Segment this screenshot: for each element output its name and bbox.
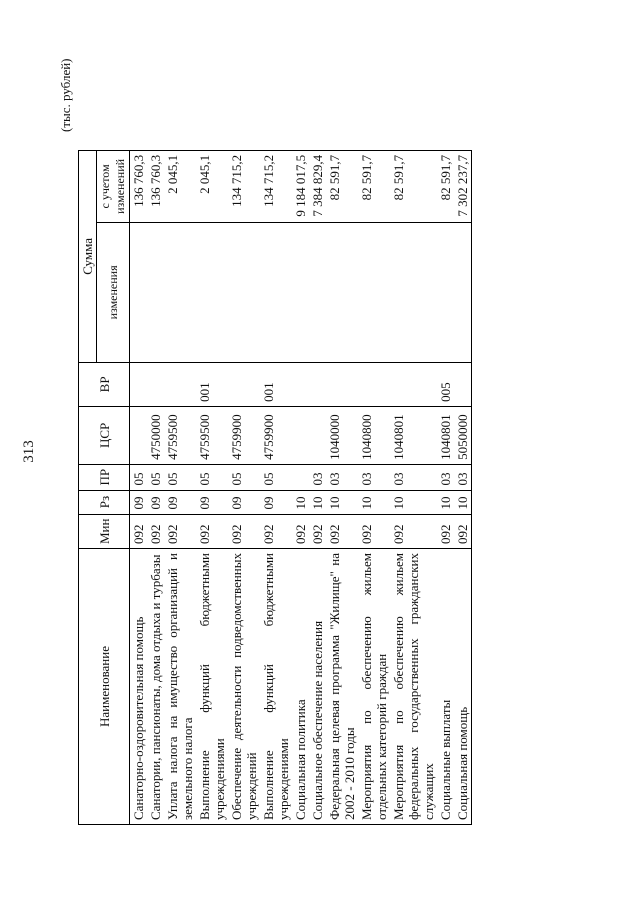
row-vr — [390, 362, 437, 406]
row-rz: 10 — [292, 490, 309, 514]
row-total: 82 591,7 — [326, 150, 358, 222]
row-pr: 05 — [228, 464, 260, 490]
row-csr: 1040000 — [326, 406, 358, 464]
row-csr: 4759900 — [228, 406, 260, 464]
row-changes — [228, 222, 260, 362]
row-csr: 5050000 — [454, 406, 472, 464]
table-row — [326, 150, 358, 824]
row-min: 092 — [437, 514, 454, 548]
row-pr: 05 — [164, 464, 196, 490]
row-pr: 03 — [309, 464, 326, 490]
row-total: 82 591,7 — [437, 150, 454, 222]
header-pr: ПР — [79, 464, 130, 490]
row-rz: 10 — [390, 490, 437, 514]
row-csr — [292, 406, 309, 464]
row-min: 092 — [130, 514, 148, 548]
row-rz: 10 — [437, 490, 454, 514]
row-changes — [164, 222, 196, 362]
row-rz: 10 — [326, 490, 358, 514]
row-name: Мероприятия по обеспечению жильем федеральных государственных гражданских служащих — [390, 549, 437, 825]
row-total: 134 715,2 — [228, 150, 260, 222]
row-csr: 1040801 — [390, 406, 437, 464]
header-min: Мин — [79, 514, 130, 548]
row-pr: 05 — [147, 464, 164, 490]
page-number: 313 — [20, 439, 37, 463]
row-csr: 4759500 — [196, 406, 228, 464]
table-row — [228, 150, 260, 824]
header-name: Наименование — [79, 549, 130, 825]
row-rz: 10 — [309, 490, 326, 514]
row-rz: 09 — [147, 490, 164, 514]
row-pr: 05 — [260, 464, 292, 490]
row-pr: 05 — [130, 464, 148, 490]
row-changes — [130, 222, 148, 362]
row-name: Мероприятия по обеспечению жильем отдельных категорий граждан — [358, 549, 390, 825]
header-vr: ВР — [79, 362, 130, 406]
row-changes — [390, 222, 437, 362]
row-name: Выполнение функций бюджетными учреждениями — [260, 549, 292, 825]
row-changes — [309, 222, 326, 362]
row-changes — [454, 222, 472, 362]
row-min: 092 — [390, 514, 437, 548]
row-changes — [437, 222, 454, 362]
row-name: Федеральная целевая программа "Жилище" на 2002 - 2010 годы — [326, 549, 358, 825]
row-name: Обеспечение деятельности подведомственных учреждений — [228, 549, 260, 825]
row-min: 092 — [358, 514, 390, 548]
row-name: Социальная помощь — [454, 549, 472, 825]
row-total: 2 045,1 — [164, 150, 196, 222]
row-csr — [130, 406, 148, 464]
row-total: 9 184 017,5 — [292, 150, 309, 222]
row-min: 092 — [309, 514, 326, 548]
row-total: 82 591,7 — [358, 150, 390, 222]
row-name: Уплата налога на имущество организаций и земельного налога — [164, 549, 196, 825]
row-changes — [326, 222, 358, 362]
table-row — [358, 150, 390, 824]
row-pr — [292, 464, 309, 490]
row-min: 092 — [228, 514, 260, 548]
row-total: 136 760,3 — [130, 150, 148, 222]
row-rz: 09 — [260, 490, 292, 514]
row-vr — [326, 362, 358, 406]
row-changes — [260, 222, 292, 362]
row-rz: 10 — [454, 490, 472, 514]
row-vr — [147, 362, 164, 406]
row-min: 092 — [147, 514, 164, 548]
row-csr — [309, 406, 326, 464]
header-summa: Сумма — [79, 150, 97, 362]
table-row — [292, 150, 309, 824]
row-name: Выполнение функций бюджетными учреждениями — [196, 549, 228, 825]
header-changes: изменения — [97, 222, 130, 362]
row-vr — [130, 362, 148, 406]
table-row — [196, 150, 228, 824]
units-label: (тыс. рублей) — [58, 58, 73, 132]
row-vr — [309, 362, 326, 406]
row-total: 82 591,7 — [390, 150, 437, 222]
row-pr: 03 — [390, 464, 437, 490]
row-pr: 03 — [454, 464, 472, 490]
row-min: 092 — [326, 514, 358, 548]
row-rz: 09 — [130, 490, 148, 514]
row-rz: 10 — [358, 490, 390, 514]
row-total: 7 384 829,4 — [309, 150, 326, 222]
row-min: 092 — [454, 514, 472, 548]
header-rz: Рз — [79, 490, 130, 514]
row-name: Социальная политика — [292, 549, 309, 825]
header-csr: ЦСР — [79, 406, 130, 464]
table-row — [130, 150, 148, 824]
row-vr — [454, 362, 472, 406]
table-row — [164, 150, 196, 824]
table-row — [309, 150, 326, 824]
row-vr: 001 — [260, 362, 292, 406]
row-csr: 1040801 — [437, 406, 454, 464]
row-vr — [164, 362, 196, 406]
row-name: Социальное обеспечение населения — [309, 549, 326, 825]
row-csr: 4759500 — [164, 406, 196, 464]
row-total: 7 302 237,7 — [454, 150, 472, 222]
row-pr: 03 — [358, 464, 390, 490]
row-changes — [358, 222, 390, 362]
table-row — [390, 150, 437, 824]
header-row — [79, 150, 97, 824]
row-total: 136 760,3 — [147, 150, 164, 222]
row-csr: 4750000 — [147, 406, 164, 464]
row-name: Санатории, пансионаты, дома отдыха и турбазы — [147, 549, 164, 825]
row-changes — [196, 222, 228, 362]
row-min: 092 — [196, 514, 228, 548]
row-min: 092 — [164, 514, 196, 548]
table-row — [437, 150, 454, 824]
row-rz: 09 — [164, 490, 196, 514]
row-pr: 03 — [326, 464, 358, 490]
row-csr: 1040800 — [358, 406, 390, 464]
budget-table — [78, 150, 472, 825]
header-with-changes: с учетом изменений — [97, 150, 130, 222]
row-changes — [292, 222, 309, 362]
row-total: 134 715,2 — [260, 150, 292, 222]
row-csr: 4759900 — [260, 406, 292, 464]
row-vr — [228, 362, 260, 406]
row-rz: 09 — [228, 490, 260, 514]
row-pr: 03 — [437, 464, 454, 490]
row-vr: 001 — [196, 362, 228, 406]
table-row — [147, 150, 164, 824]
row-vr — [292, 362, 309, 406]
row-vr — [358, 362, 390, 406]
row-changes — [147, 222, 164, 362]
row-name: Социальные выплаты — [437, 549, 454, 825]
row-pr: 05 — [196, 464, 228, 490]
row-vr: 005 — [437, 362, 454, 406]
row-total: 2 045,1 — [196, 150, 228, 222]
table-row — [454, 150, 472, 824]
table-row — [260, 150, 292, 824]
row-name: Санаторно-оздоровительная помощь — [130, 549, 148, 825]
row-rz: 09 — [196, 490, 228, 514]
row-min: 092 — [292, 514, 309, 548]
row-min: 092 — [260, 514, 292, 548]
